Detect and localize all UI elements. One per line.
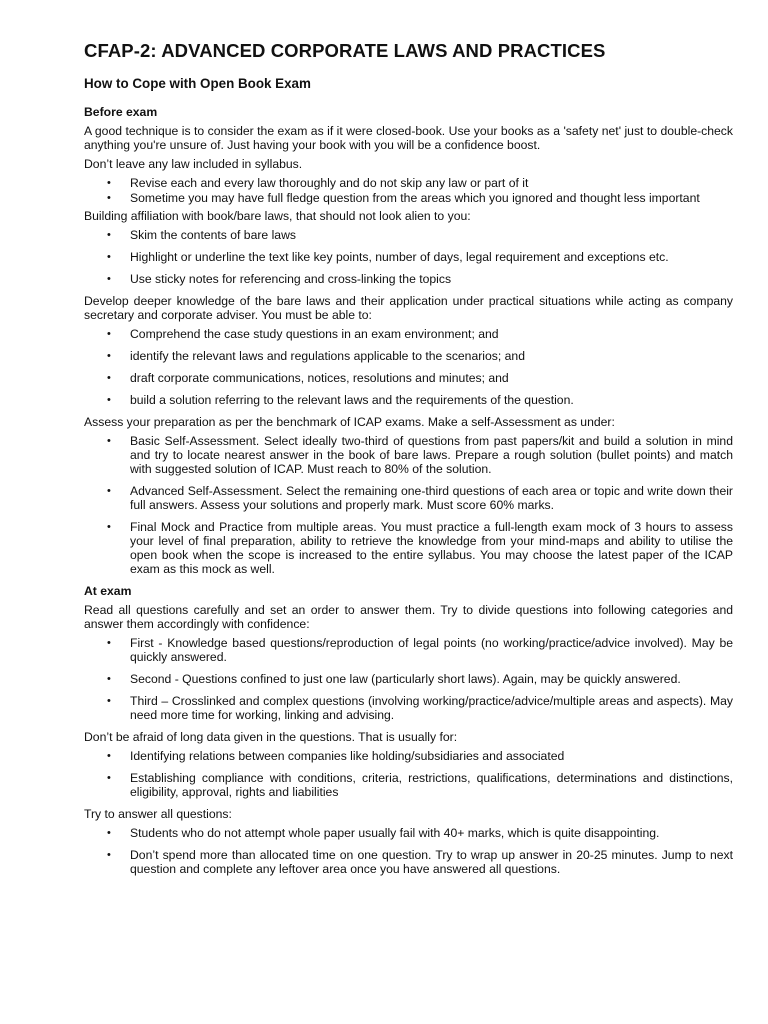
list-item: • Basic Self-Assessment. Select ideally two-third of questions from past papers/kit and build a solution in mind and try to locate nearest answer in the book of bare laws. Prepare a rough solution (bullet points) and match with suggested solution of ICAP. Must reach to 80% of the solution.: [130, 434, 733, 476]
list-item: • Identifying relations between companies like holding/subsidiaries and associated: [130, 749, 733, 763]
bullet-list: [84, 826, 733, 876]
list-item: • Use sticky notes for referencing and cross-linking the topics: [130, 272, 733, 286]
list-item: • Students who do not attempt whole paper usually fail with 40+ marks, which is quite disappointing.: [130, 826, 733, 840]
paragraph: Assess your preparation as per the benchmark of ICAP exams. Make a self-Assessment as under:: [84, 415, 615, 429]
list-item: • Third – Crosslinked and complex questions (involving working/practice/advice/multiple areas and aspects). May need more time for working, linking and advising.: [130, 694, 733, 722]
list-item: • Highlight or underline the text like key points, number of days, legal requirement and exceptions etc.: [130, 250, 733, 264]
paragraph: Don’t be afraid of long data given in the questions. That is usually for:: [84, 730, 458, 744]
list-item: • Establishing compliance with conditions, criteria, restrictions, qualifications, determinations and distinctions, eligibility, approval, rights and liabilities: [130, 771, 733, 799]
bullet-list: [84, 749, 733, 799]
bullet-list: [84, 636, 733, 722]
list-item: • Don’t spend more than allocated time on one question. Try to wrap up answer in 20-25 minutes. Jump to next question and complete any leftover area once you have answered all questions.: [130, 848, 733, 876]
paragraph: Read all questions carefully and set an order to answer them. Try to divide questions into following categories and answer them accordingly with confidence:: [84, 603, 733, 631]
paragraph: Try to answer all questions:: [84, 807, 232, 821]
paragraph: Building affiliation with book/bare laws, that should not look alien to you:: [84, 209, 471, 223]
list-item: • Comprehend the case study questions in an exam environment; and: [130, 327, 733, 341]
list-item: • build a solution referring to the relevant laws and the requirements of the question.: [130, 393, 733, 407]
list-item: • Final Mock and Practice from multiple areas. You must practice a full-length exam mock of 3 hours to assess your level of final preparation, ability to retrieve the knowledge from your mind-maps and ability to utilise the open book when the scope is increased to the entire syllabus. You may choose the latest paper of the ICAP exam as this mock as well.: [130, 520, 733, 576]
list-item: • Advanced Self-Assessment. Select the remaining one-third questions of each area or topic and write down their full answers. Assess your solutions and properly mark. Must score 60% marks.: [130, 484, 733, 512]
list-item: • Revise each and every law thoroughly and do not skip any law or part of it: [130, 176, 733, 190]
bullet-list: [84, 176, 733, 205]
paragraph: A good technique is to consider the exam as if it were closed-book. Use your books as a 'safety net' just to double-check anything you're unsure of. Just having your book with you will be a confidence boost.: [84, 124, 733, 152]
list-item: • First - Knowledge based questions/reproduction of legal points (no working/practice/advice involved). May be quickly answered.: [130, 636, 733, 664]
list-item: • Sometime you may have full fledge question from the areas which you ignored and thought less important: [130, 191, 733, 205]
list-item: • draft corporate communications, notices, resolutions and minutes; and: [130, 371, 733, 385]
paragraph: Develop deeper knowledge of the bare laws and their application under practical situations while acting as company secretary and corporate adviser. You must be able to:: [84, 294, 733, 322]
page-title: CFAP-2: ADVANCED CORPORATE LAWS AND PRACTICES: [84, 40, 606, 61]
section-heading-before-exam: Before exam: [84, 105, 158, 119]
bullet-list: [84, 434, 733, 576]
section-heading-at-exam: At exam: [84, 584, 132, 598]
list-item: • Second - Questions confined to just one law (particularly short laws). Again, may be quickly answered.: [130, 672, 733, 686]
page-subtitle: How to Cope with Open Book Exam: [84, 76, 311, 91]
bullet-list: [84, 228, 733, 286]
list-item: • Skim the contents of bare laws: [130, 228, 733, 242]
bullet-list: [84, 327, 733, 407]
paragraph: Don’t leave any law included in syllabus.: [84, 157, 303, 171]
list-item: • identify the relevant laws and regulations applicable to the scenarios; and: [130, 349, 733, 363]
